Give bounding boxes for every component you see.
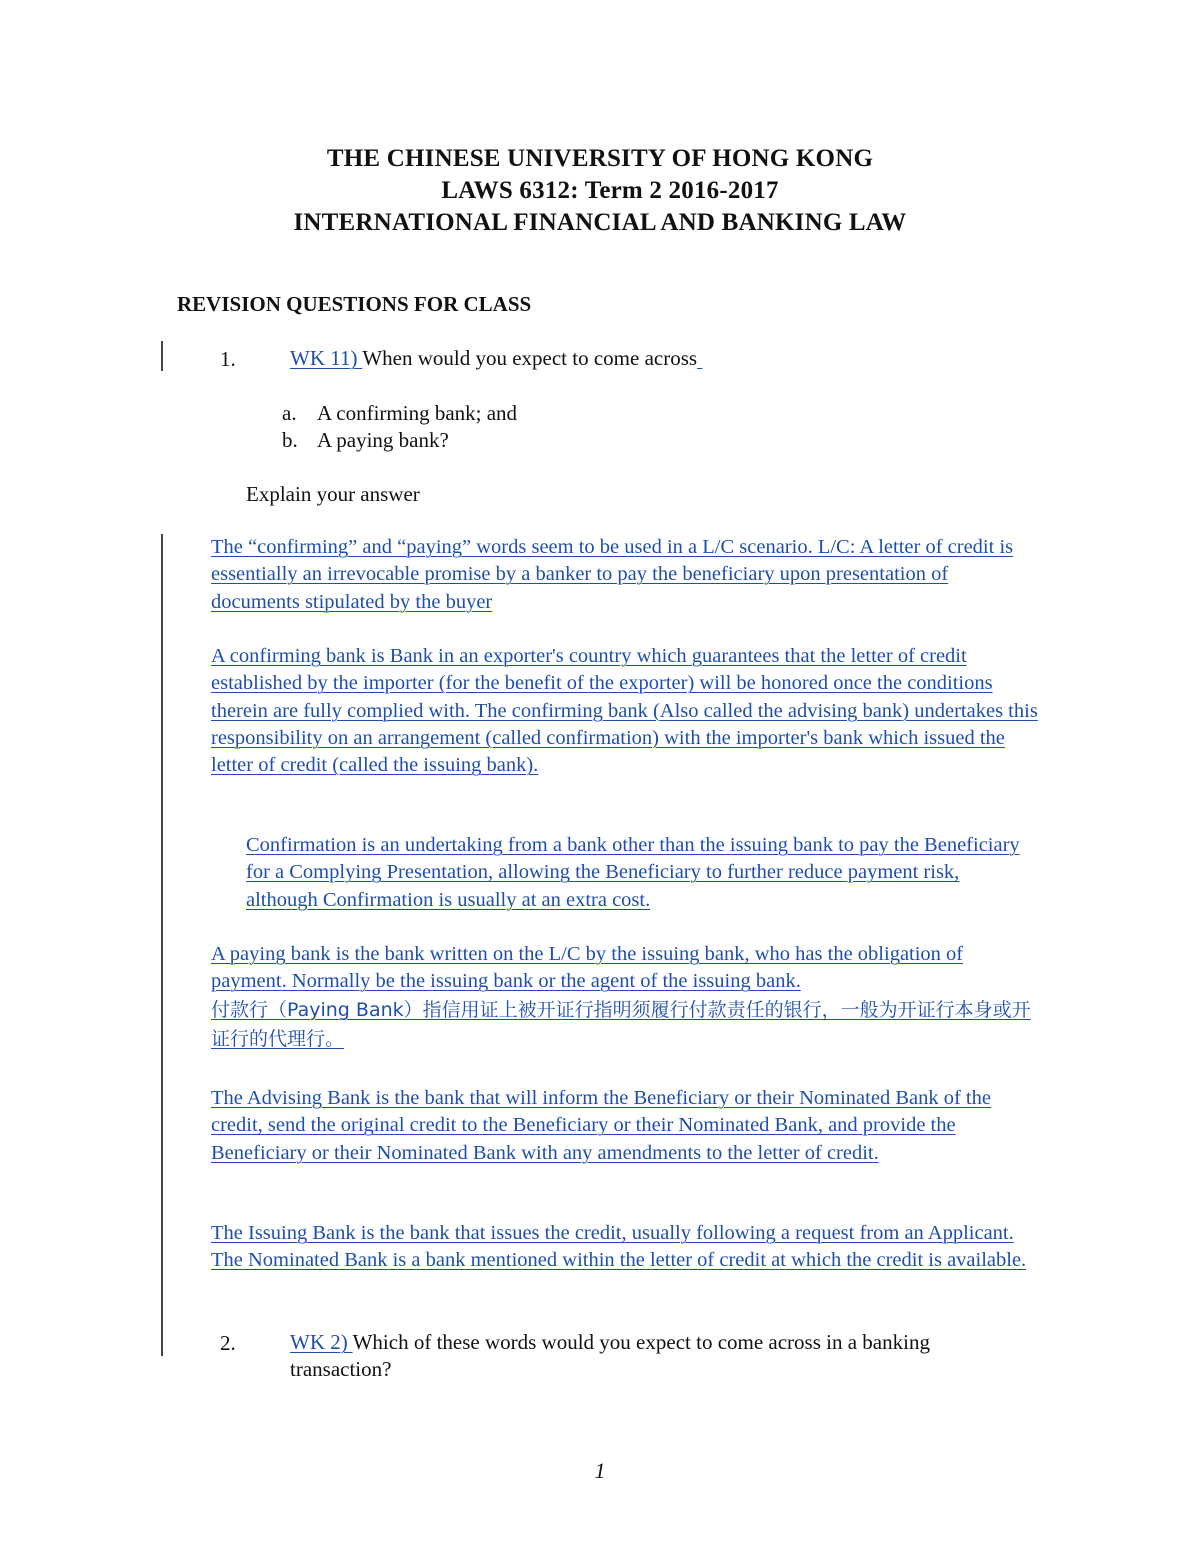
revision-change-bar [161, 341, 163, 371]
section-heading: REVISION QUESTIONS FOR CLASS [177, 292, 532, 316]
question-body-continued: transaction? [290, 1357, 392, 1381]
revision-change-bar [161, 534, 163, 1356]
sub-item-label: b. [282, 428, 298, 452]
sub-item-text: A confirming bank; and [317, 401, 518, 425]
question-text [290, 345, 702, 372]
question-body: Which of these words would you expect to come across in a banking [352, 1330, 930, 1354]
question-number: 1. [220, 347, 236, 371]
page-number: 1 [594, 1458, 606, 1483]
sub-item-text: A paying bank? [317, 428, 449, 452]
question-body: When would you expect to come across [362, 346, 698, 370]
answer-paragraph-chinese: 付款行（Paying Bank）指信用证上被开证行指明须履行付款责任的银行，一般为开证行本身或开证行的代理行。 [211, 999, 1031, 1050]
sub-item-label: a. [282, 401, 297, 425]
week-reference: WK 2) [290, 1330, 353, 1354]
explain-prompt: Explain your answer [246, 482, 420, 506]
subject-title: INTERNATIONAL FINANCIAL AND BANKING LAW [293, 209, 907, 236]
university-title: THE CHINESE UNIVERSITY OF HONG KONG [326, 145, 874, 172]
answer-paragraph: A paying bank is the bank written on the L/C by the issuing bank, who has the obligation of payment. Normally be the issuing bank or the agent of the issuing bank. [211, 943, 964, 993]
answer-paragraph: The Issuing Bank is the bank that issues the credit, usually following a request from an Applicant. The Nominated Bank is a bank mentioned within the letter of credit at which the credit is available. [211, 1222, 1027, 1272]
week-reference: WK 11) [290, 346, 363, 370]
answer-paragraph: A confirming bank is Bank in an exporter's country which guarantees that the letter of credit established by the importer (for the benefit of the exporter) will be honored once the conditions therein are fully complied with. The confirming bank (Also called the advising bank) undertakes this responsibility on an arrangement (called confirmation) with the importer's bank which issued the letter of credit (called the issuing bank). [211, 645, 1038, 777]
question-number: 2. [220, 1331, 236, 1355]
answer-paragraph-indented: Confirmation is an undertaking from a bank other than the issuing bank to pay the Beneficiary for a Complying Presentation, allowing the Beneficiary to further reduce payment risk, although Confirmation is usually at an extra cost. [246, 834, 1020, 911]
course-title: LAWS 6312: Term 2 2016-2017 [441, 177, 779, 204]
question-text [290, 1329, 1050, 1383]
trailing-insert [697, 346, 702, 370]
answer-paragraph: The “confirming” and “paying” words seem to be used in a L/C scenario. L/C: A letter of credit is essentially an irrevocable promise by a banker to pay the beneficiary upon presentation of documents stipulated by the buyer [211, 536, 1014, 613]
answer-paragraph: The Advising Bank is the bank that will inform the Beneficiary or their Nominated Bank of the credit, send the original credit to the Beneficiary or their Nominated Bank, and provide the Beneficiary or their Nominated Bank with any amendments to the letter of credit. [211, 1087, 991, 1164]
